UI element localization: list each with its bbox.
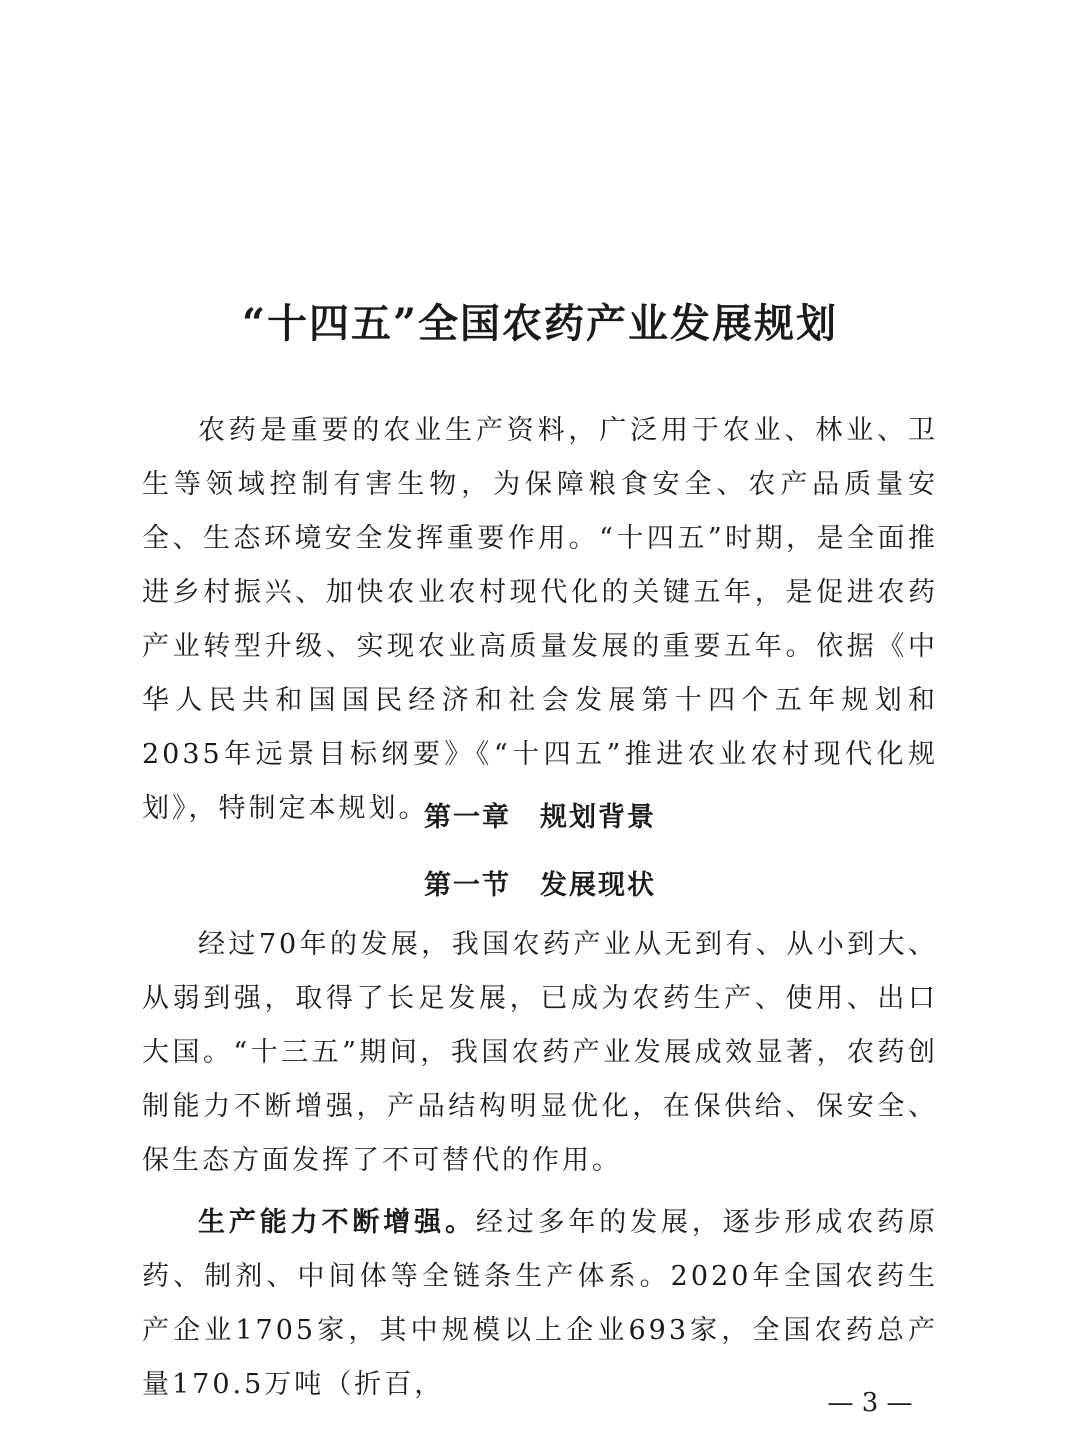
production-capacity-paragraph (142, 1196, 938, 1412)
document-title: “十四五”全国农药产业发展规划 (241, 300, 838, 347)
paragraph-body-text: 经过多年的发展，逐步形成农药原药、制剂、中间体等全链条生产体系。2020年全国农药生产企业1705家，其中规模以上企业693家，全国农药总产量170.5万吨（折百， (142, 1207, 939, 1400)
development-status-paragraph: 经过70年的发展，我国农药产业从无到有、从小到大、从弱到强，取得了长足发展，已成为农药生产、使用、出口大国。“十三五”期间，我国农药产业发展成效显著，农药创制能力不断增强，产品结构明显优化，在保供给、保安全、保生态方面发挥了不可替代的作用。 (142, 929, 938, 1176)
paragraph-lead-phrase: 生产能力不断增强。 (198, 1207, 476, 1238)
chapter-heading: 第一章 规划背景 (424, 802, 656, 833)
page-number: — 3 — (827, 1388, 913, 1418)
intro-paragraph: 农药是重要的农业生产资料，广泛用于农业、林业、卫生等领域控制有害生物，为保障粮食安全、农产品质量安全、生态环境安全发挥重要作用。“十四五”时期，是全面推进乡村振兴、加快农业农村现代化的关键五年，是促进农药产业转型升级、实现农业高质量发展的重要五年。依据《中华人民共和国国民经济和社会发展第十四个五年规划和2035年远景目标纲要》《“十四五”推进农业农村现代化规划》，特制定本规划。 (142, 415, 938, 824)
section-heading: 第一节 发展现状 (424, 870, 656, 901)
